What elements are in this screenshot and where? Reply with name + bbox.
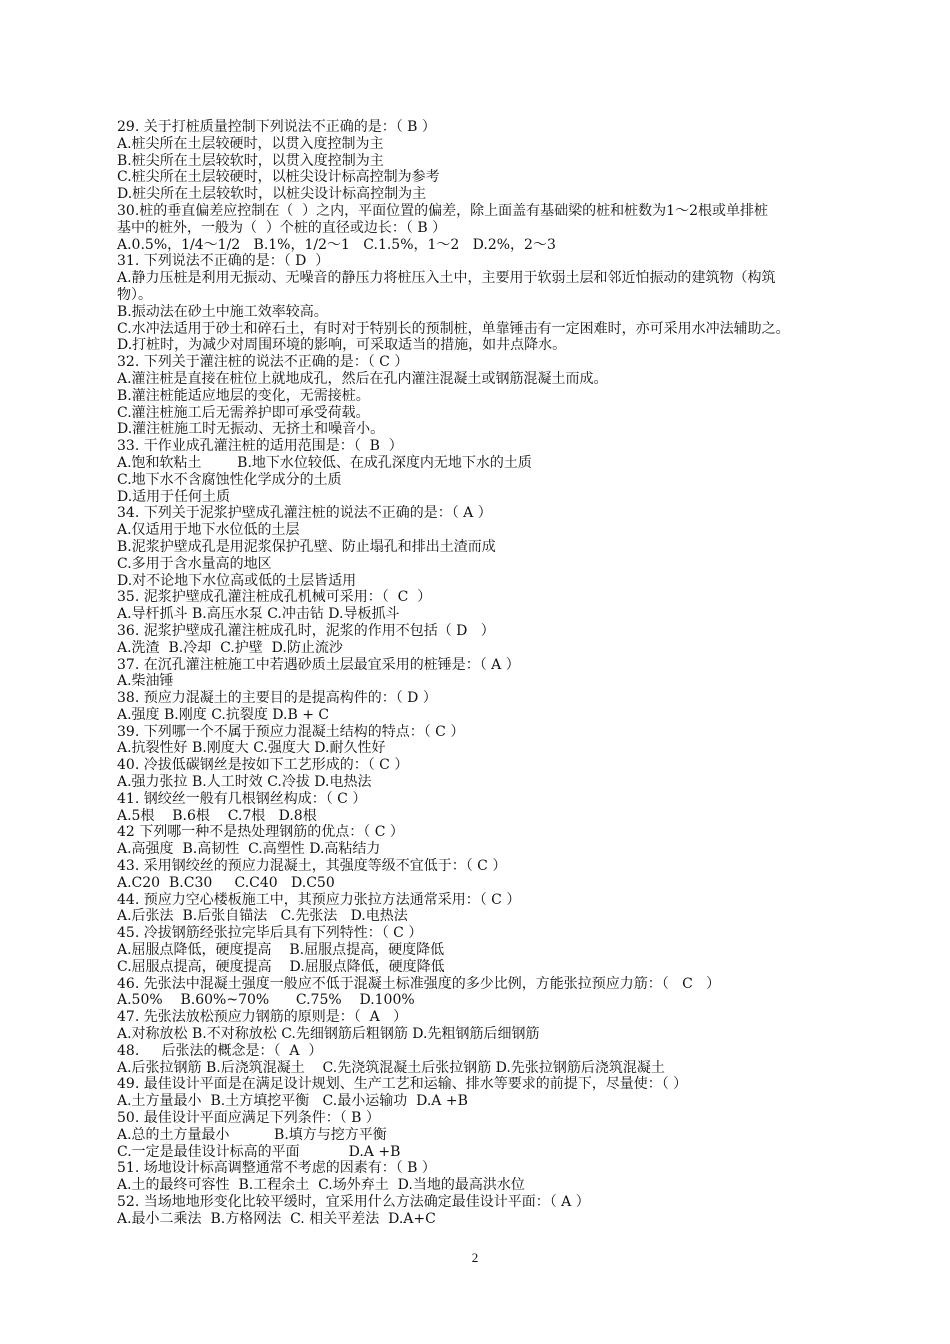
text-line: 49. 最佳设计平面是在满足设计规划、生产工艺和运输、排水等要求的前提下，尽量使：（ ）: [117, 1076, 688, 1093]
text-line: B.桩尖所在土层较软时，以贯入度控制为主: [117, 152, 384, 169]
text-line: D.对不论地下水位高或低的土层皆适用: [117, 572, 357, 589]
text-line: A.静力压桩是利用无振动、无噪音的静压力将桩压入土中，主要用于软弱土层和邻近怕振动的建筑物（构筑: [117, 270, 776, 287]
text-line: 39. 下列哪一个不属于预应力混凝土结构的特点：（ C ）: [117, 723, 465, 740]
page-number: 2: [471, 1250, 479, 1265]
text-line: 44. 预应力空心楼板施工中，其预应力张拉方法通常采用：（ C ）: [117, 891, 521, 908]
text-line: A.5根 B.6根 C.7根 D.8根: [117, 807, 317, 824]
text-line: A.桩尖所在土层较硬时，以贯入度控制为主: [117, 135, 384, 152]
text-line: 基中的桩外，一般为（ ）个桩的直径或边长：（ B ）: [117, 219, 447, 236]
text-line: A.土方量最小 B.土方填挖平衡 C.最小运输功 D.A +B: [117, 1093, 468, 1110]
text-line: D.灌注桩施工时无振动、无挤土和噪音小。: [117, 421, 385, 438]
text-line: 37. 在沉孔灌注桩施工中若遇砂质土层最宜采用的桩锤是：（ A ）: [117, 656, 520, 673]
text-line: C.桩尖所在土层较硬时，以桩尖设计标高控制为参考: [117, 169, 440, 186]
text-line: 43. 采用钢绞丝的预应力混凝土，其强度等级不宜低于：（ C ）: [117, 858, 507, 875]
text-line: 42 下列哪一种不是热处理钢筋的优点：（ C ）: [117, 824, 404, 841]
text-line: 50. 最佳设计平面应满足下列条件：（ B ）: [117, 1110, 380, 1127]
text-line: 47. 先张法放松预应力钢筋的原则是：（ A ）: [117, 1009, 408, 1026]
text-line: 29. 关于打桩质量控制下列说法不正确的是：（ B ）: [117, 119, 436, 135]
text-line: 41. 钢绞丝一般有几根钢丝构成：（ C ）: [117, 790, 367, 807]
text-line: A.强度 B.刚度 C.抗裂度 D.B + C: [117, 706, 330, 723]
text-line: A.洗渣 B.冷却 C.护壁 D.防止流沙: [117, 639, 343, 656]
text-line: A.最小二乘法 B.方格网法 C. 相关平差法 D.A+C: [117, 1210, 436, 1227]
text-line: A.50% B.60%~70% C.75% D.100%: [117, 992, 415, 1009]
text-line: A.屈服点降低，硬度提高 B.屈服点提高，硬度降低: [117, 942, 445, 959]
text-line: 48. 后张法的概念是：（ A ）: [117, 1042, 323, 1059]
text-line: 35. 泥浆护壁成孔灌注桩成孔机械可采用：（ C ）: [117, 589, 432, 606]
text-line: A.土的最终可容性 B.工程余土 C.场外弃土 D.当地的最高洪水位: [117, 1177, 525, 1194]
text-line: A.抗裂性好 B.刚度大 C.强度大 D.耐久性好: [117, 740, 386, 757]
text-line: C.地下水不含腐蚀性化学成分的土质: [117, 471, 342, 488]
text-line: A.后张拉钢筋 B.后浇筑混凝土 C.先浇筑混凝土后张拉钢筋 D.先张拉钢筋后浇筑混凝土: [117, 1059, 665, 1076]
text-line: B.灌注桩能适应地层的变化，无需接桩。: [117, 387, 370, 404]
text-line: B.振动法在砂土中施工效率较高。: [117, 303, 328, 320]
text-line: C.水冲法适用于砂土和碎石土，有时对于特别长的预制桩，单靠锤击有一定困难时，亦可采用水冲法辅助之。: [117, 320, 790, 337]
text-line: C.多用于含水量高的地区: [117, 555, 272, 572]
text-line: C.一定是最佳设计标高的平面 D.A +B: [117, 1143, 401, 1160]
text-line: B.泥浆护壁成孔是用泥浆保护孔壁、防止塌孔和排出土渣而成: [117, 538, 496, 555]
text-line: 物）。: [117, 286, 152, 303]
text-line: A.对称放松 B.不对称放松 C.先细钢筋后粗钢筋 D.先粗钢筋后细钢筋: [117, 1026, 540, 1043]
text-line: A.后张法 B.后张自锚法 C.先张法 D.电热法: [117, 908, 408, 925]
text-line: D.打桩时，为减少对周围环境的影响，可采取适当的措施，如井点降水。: [117, 337, 567, 354]
text-line: A.强力张拉 B.人工时效 C.冷拔 D.电热法: [117, 774, 372, 791]
text-line: D.适用于任何土质: [117, 488, 231, 505]
text-line: 45. 冷拔钢筋经张拉完毕后具有下列特性：（ C ）: [117, 925, 423, 942]
text-line: 52. 当场地地形变化比较平缓时，宜采用什么方法确定最佳设计平面：（ A ）: [117, 1194, 590, 1210]
text-line: 31. 下列说法不正确的是：（ D ）: [117, 253, 330, 270]
text-line: 40. 冷拔低碳钢丝是按如下工艺形成的：（ C ）: [117, 757, 409, 774]
text-line: A.仅适用于地下水位低的土层: [117, 522, 300, 539]
text-line: A.总的土方量最小 B.填方与挖方平衡: [117, 1126, 387, 1143]
text-line: A.高强度 B.高韧性 C.高塑性 D.高粘结力: [117, 841, 381, 858]
text-line: 30.桩的垂直偏差应控制在（ ）之内，平面位置的偏差，除上面盖有基础梁的桩和桩数为1～2根或单排桩: [117, 202, 768, 219]
text-line: 46. 先张法中混凝土强度一般应不低于混凝土标准强度的多少比例，方能张拉预应力筋：（ C ）: [117, 975, 721, 992]
text-line: 38. 预应力混凝土的主要目的是提高构件的：（ D ）: [117, 690, 437, 707]
text-line: A.灌注桩是直接在桩位上就地成孔，然后在孔内灌注混凝土或钢筋混凝土而成。: [117, 370, 608, 387]
text-line: A.柴油锤: [117, 673, 174, 690]
text-line: C.灌注桩施工后无需养护即可承受荷载。: [117, 404, 370, 421]
question-list: [117, 119, 917, 1228]
text-line: A.导杆抓斗 B.高压水泵 C.冲击钻 D.导板抓斗: [117, 606, 400, 623]
text-line: 33. 干作业成孔灌注桩的适用范围是：（ B ）: [117, 438, 403, 455]
text-line: 51. 场地设计标高调整通常不考虑的因素有：（ B ）: [117, 1160, 436, 1177]
text-line: A.C20 B.C30 C.C40 D.C50: [117, 874, 335, 891]
text-line: A.饱和软粘土 B.地下水位较低、在成孔深度内无地下水的土质: [117, 454, 532, 471]
text-line: 36. 泥浆护壁成孔灌注桩成孔时，泥浆的作用不包括（ D ）: [117, 622, 495, 639]
text-line: 32. 下列关于灌注桩的说法不正确的是：（ C ）: [117, 354, 409, 371]
text-line: D.桩尖所在土层较软时，以桩尖设计标高控制为主: [117, 186, 427, 203]
text-line: 34. 下列关于泥浆护壁成孔灌注桩的说法不正确的是：（ A ）: [117, 505, 492, 522]
text-line: C.屈服点提高，硬度提高 D.屈服点降低，硬度降低: [117, 958, 445, 975]
text-line: A.0.5%，1/4～1/2 B.1%，1/2～1 C.1.5%，1～2 D.2%，2～3: [117, 236, 556, 253]
